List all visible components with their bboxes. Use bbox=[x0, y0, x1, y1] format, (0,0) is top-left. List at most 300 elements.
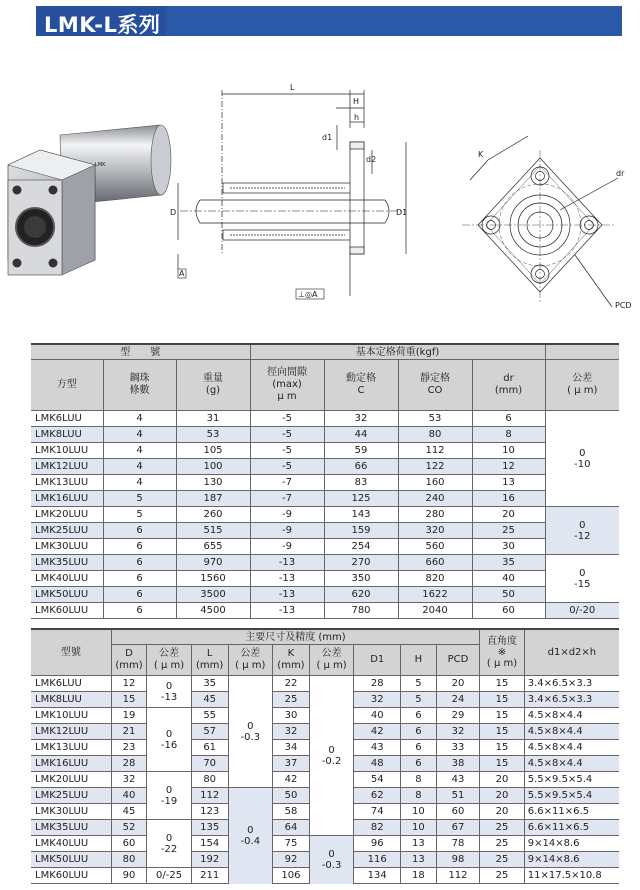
t2-cell-D: 45 bbox=[111, 804, 147, 820]
label-d1: d1 bbox=[322, 133, 333, 142]
t1-h-model: 方型 bbox=[31, 360, 103, 411]
t2-cell-H: 10 bbox=[401, 804, 437, 820]
t1-cell-weight: 31 bbox=[176, 411, 250, 427]
t2-h-perp: 直角度 ※ ( μ m) bbox=[480, 629, 525, 676]
t1-cell-clearance: -13 bbox=[250, 587, 324, 603]
t2-cell-H: 6 bbox=[401, 708, 437, 724]
t2-cell-H: 8 bbox=[401, 772, 437, 788]
t2-cell-tol-D-lower: -22 bbox=[160, 843, 178, 855]
t1-h-dynamic: 動定格 C bbox=[324, 360, 398, 411]
label-dr: dr bbox=[616, 169, 625, 178]
t1-row bbox=[31, 523, 619, 539]
t1-cell-model: LMK20LUU bbox=[31, 507, 103, 523]
t2-cell-PCD: 24 bbox=[436, 692, 480, 708]
t1-cell-dynamic: 83 bbox=[324, 475, 398, 491]
t2-cell-D1: 96 bbox=[354, 836, 401, 852]
t1-cell-dr: 8 bbox=[472, 427, 545, 443]
t1-cell-balls: 5 bbox=[103, 491, 176, 507]
t1-row bbox=[31, 427, 619, 443]
t2-cell-model: LMK10LUU bbox=[31, 708, 111, 724]
t2-cell-tol-K-lower: -0.2 bbox=[321, 755, 342, 767]
t2-cell-PCD: 98 bbox=[436, 852, 480, 868]
t1-cell-dynamic: 780 bbox=[324, 603, 398, 619]
t2-cell-D1: 42 bbox=[354, 724, 401, 740]
t1-cell-balls: 4 bbox=[103, 443, 176, 459]
t2-cell-holes: 6.6×11×6.5 bbox=[524, 820, 619, 836]
t2-cell-holes: 9×14×8.6 bbox=[524, 836, 619, 852]
label-K: K bbox=[478, 150, 484, 159]
t1-cell-static: 820 bbox=[398, 571, 472, 587]
t1-cell-static: 280 bbox=[398, 507, 472, 523]
t1-cell-static: 53 bbox=[398, 411, 472, 427]
t2-cell-model: LMK30LUU bbox=[31, 804, 111, 820]
t2-cell-K: 22 bbox=[273, 676, 310, 692]
t2-cell-L: 35 bbox=[191, 676, 228, 692]
t2-cell-H: 5 bbox=[401, 692, 437, 708]
product-drawings bbox=[0, 70, 640, 310]
t2-h-holes: d1×d2×h bbox=[524, 629, 619, 676]
t2-cell-K: 34 bbox=[273, 740, 310, 756]
t2-cell-PCD: 43 bbox=[436, 772, 480, 788]
t2-cell-tol-L bbox=[228, 788, 273, 884]
t2-cell-tol-L-upper: 0 bbox=[247, 720, 254, 732]
t1-cell-static: 560 bbox=[398, 539, 472, 555]
t2-h-D: D (mm) bbox=[111, 645, 147, 676]
label-datum: ⊥◎A bbox=[298, 290, 318, 299]
t1-cell-dr: 13 bbox=[472, 475, 545, 491]
t2-cell-H: 10 bbox=[401, 820, 437, 836]
t2-cell-D: 15 bbox=[111, 692, 147, 708]
t2-cell-D: 80 bbox=[111, 852, 147, 868]
t2-cell-D: 23 bbox=[111, 740, 147, 756]
t2-cell-K: 64 bbox=[273, 820, 310, 836]
t1-cell-dr: 16 bbox=[472, 491, 545, 507]
t1-cell-clearance: -5 bbox=[250, 459, 324, 475]
t1-cell-weight: 3500 bbox=[176, 587, 250, 603]
t2-cell-holes: 9×14×8.6 bbox=[524, 852, 619, 868]
t1-cell-tolerance-lower: -15 bbox=[574, 578, 591, 590]
t1-cell-dynamic: 44 bbox=[324, 427, 398, 443]
t2-cell-K: 75 bbox=[273, 836, 310, 852]
t2-cell-tol-D-lower: 0/-25 bbox=[156, 870, 183, 881]
t2-cell-D1: 43 bbox=[354, 740, 401, 756]
t2-cell-tol-K-lower: -0.3 bbox=[321, 859, 342, 871]
t2-cell-tol-L-upper: 0 bbox=[247, 824, 254, 836]
t1-row bbox=[31, 555, 619, 571]
t1-cell-dynamic: 254 bbox=[324, 539, 398, 555]
t1-cell-model: LMK35LUU bbox=[31, 555, 103, 571]
t1-row bbox=[31, 603, 619, 619]
t1-cell-weight: 515 bbox=[176, 523, 250, 539]
t1-cell-balls: 6 bbox=[103, 603, 176, 619]
t2-cell-L: 123 bbox=[191, 804, 228, 820]
t1-cell-tolerance-lower: -10 bbox=[574, 458, 591, 470]
t1-cell-balls: 6 bbox=[103, 587, 176, 603]
t1-h-weight: 重量 (g) bbox=[176, 360, 250, 411]
t1-cell-tolerance bbox=[545, 603, 619, 619]
t2-cell-L: 192 bbox=[191, 852, 228, 868]
t2-cell-L: 80 bbox=[191, 772, 228, 788]
t2-cell-PCD: 29 bbox=[436, 708, 480, 724]
t2-cell-holes: 4.5×8×4.4 bbox=[524, 756, 619, 772]
t1-cell-dr: 20 bbox=[472, 507, 545, 523]
t1-cell-clearance: -5 bbox=[250, 427, 324, 443]
t2-cell-L: 45 bbox=[191, 692, 228, 708]
t2-cell-K: 30 bbox=[273, 708, 310, 724]
t2-cell-tol-L bbox=[228, 676, 273, 788]
t2-cell-K: 106 bbox=[273, 868, 310, 884]
label-D: D bbox=[170, 208, 177, 217]
t1-cell-dr: 25 bbox=[472, 523, 545, 539]
t1-cell-balls: 5 bbox=[103, 507, 176, 523]
t1-cell-static: 1622 bbox=[398, 587, 472, 603]
t2-cell-D: 90 bbox=[111, 868, 147, 884]
t1-cell-dr: 35 bbox=[472, 555, 545, 571]
t2-cell-PCD: 20 bbox=[436, 676, 480, 692]
t1-cell-clearance: -9 bbox=[250, 539, 324, 555]
t2-cell-tol-D bbox=[147, 820, 192, 868]
t2-cell-tol-D bbox=[147, 772, 192, 820]
t1-cell-weight: 105 bbox=[176, 443, 250, 459]
product-3d-image bbox=[8, 125, 171, 275]
t2-cell-PCD: 112 bbox=[436, 868, 480, 884]
front-view bbox=[462, 136, 618, 307]
t2-cell-D1: 40 bbox=[354, 708, 401, 724]
t2-cell-PCD: 51 bbox=[436, 788, 480, 804]
t1-cell-tolerance-lower: 0/-20 bbox=[569, 605, 596, 616]
t2-cell-H: 6 bbox=[401, 756, 437, 772]
t1-cell-model: LMK60LUU bbox=[31, 603, 103, 619]
t1-row bbox=[31, 587, 619, 603]
t2-cell-perpendicularity: 15 bbox=[480, 676, 525, 692]
t1-cell-weight: 100 bbox=[176, 459, 250, 475]
t1-group-model: 型 號 bbox=[31, 344, 250, 360]
t1-cell-tolerance-upper: 0 bbox=[579, 447, 586, 459]
t2-h-model: 型號 bbox=[31, 629, 111, 676]
t1-cell-clearance: -5 bbox=[250, 411, 324, 427]
t1-cell-static: 660 bbox=[398, 555, 472, 571]
t1-h-tol: 公差 ( μ m) bbox=[545, 360, 619, 411]
t1-cell-balls: 6 bbox=[103, 539, 176, 555]
t2-cell-K: 92 bbox=[273, 852, 310, 868]
t2-cell-tol-D bbox=[147, 676, 192, 708]
t2-cell-model: LMK12LUU bbox=[31, 724, 111, 740]
t1-cell-weight: 4500 bbox=[176, 603, 250, 619]
t1-cell-model: LMK6LUU bbox=[31, 411, 103, 427]
t2-cell-holes: 4.5×8×4.4 bbox=[524, 708, 619, 724]
t2-cell-K: 42 bbox=[273, 772, 310, 788]
t1-cell-tolerance bbox=[545, 411, 619, 507]
t2-cell-L: 112 bbox=[191, 788, 228, 804]
t1-cell-tolerance-lower: -12 bbox=[574, 530, 591, 542]
t1-cell-clearance: -13 bbox=[250, 571, 324, 587]
t2-cell-model: LMK20LUU bbox=[31, 772, 111, 788]
load-rating-table bbox=[31, 343, 619, 619]
t2-cell-perpendicularity: 20 bbox=[480, 804, 525, 820]
t2-h-PCD: PCD bbox=[436, 645, 480, 676]
t2-cell-tol-D-lower: -13 bbox=[160, 691, 178, 703]
t2-cell-perpendicularity: 25 bbox=[480, 852, 525, 868]
t2-row bbox=[31, 836, 619, 852]
t2-cell-tol-D-lower: -19 bbox=[160, 795, 178, 807]
t1-h-clearance: 徑向間隙 (max) μ m bbox=[250, 360, 324, 411]
label-H: H bbox=[353, 97, 360, 106]
t2-cell-perpendicularity: 15 bbox=[480, 756, 525, 772]
t2-cell-perpendicularity: 25 bbox=[480, 836, 525, 852]
svg-text:LMK: LMK bbox=[95, 162, 106, 168]
t2-cell-H: 8 bbox=[401, 788, 437, 804]
t1-cell-weight: 187 bbox=[176, 491, 250, 507]
t1-cell-static: 2040 bbox=[398, 603, 472, 619]
t1-row bbox=[31, 507, 619, 523]
t2-cell-tol-K bbox=[309, 676, 354, 836]
t1-cell-balls: 4 bbox=[103, 475, 176, 491]
t1-row bbox=[31, 411, 619, 427]
t1-cell-static: 160 bbox=[398, 475, 472, 491]
t1-cell-clearance: -5 bbox=[250, 443, 324, 459]
t2-cell-PCD: 33 bbox=[436, 740, 480, 756]
t1-cell-clearance: -13 bbox=[250, 603, 324, 619]
t1-cell-tolerance-upper: 0 bbox=[579, 567, 586, 579]
t2-cell-tol-K bbox=[309, 836, 354, 884]
label-D1: D1 bbox=[396, 208, 408, 217]
t2-cell-L: 57 bbox=[191, 724, 228, 740]
t1-h-static: 靜定格 CO bbox=[398, 360, 472, 411]
t2-cell-L: 55 bbox=[191, 708, 228, 724]
t2-cell-H: 13 bbox=[401, 852, 437, 868]
t1-cell-dynamic: 59 bbox=[324, 443, 398, 459]
t1-row bbox=[31, 475, 619, 491]
t1-cell-dynamic: 125 bbox=[324, 491, 398, 507]
t1-row bbox=[31, 443, 619, 459]
t2-cell-D: 19 bbox=[111, 708, 147, 724]
t1-cell-dr: 10 bbox=[472, 443, 545, 459]
t2-cell-K: 37 bbox=[273, 756, 310, 772]
t2-cell-K: 58 bbox=[273, 804, 310, 820]
t2-cell-tol-K-upper: 0 bbox=[328, 744, 335, 756]
t2-cell-perpendicularity: 15 bbox=[480, 740, 525, 756]
t2-cell-tol-L-lower: -0.4 bbox=[240, 835, 261, 847]
t2-cell-K: 25 bbox=[273, 692, 310, 708]
dimension-table bbox=[31, 628, 619, 884]
t1-cell-balls: 4 bbox=[103, 427, 176, 443]
t2-cell-tol-D-upper: 0 bbox=[165, 784, 173, 796]
t2-cell-L: 61 bbox=[191, 740, 228, 756]
t2-cell-D: 60 bbox=[111, 836, 147, 852]
t2-cell-perpendicularity: 20 bbox=[480, 788, 525, 804]
t2-h-tolL: 公差 ( μ m) bbox=[228, 645, 273, 676]
t1-cell-model: LMK40LUU bbox=[31, 571, 103, 587]
t2-row bbox=[31, 676, 619, 692]
t2-cell-PCD: 78 bbox=[436, 836, 480, 852]
t1-cell-model: LMK16LUU bbox=[31, 491, 103, 507]
t1-row bbox=[31, 571, 619, 587]
t2-cell-D1: 32 bbox=[354, 692, 401, 708]
t2-cell-tol-D-upper: 0 bbox=[165, 728, 173, 740]
t2-cell-H: 18 bbox=[401, 868, 437, 884]
t1-cell-balls: 4 bbox=[103, 459, 176, 475]
t1-cell-dynamic: 270 bbox=[324, 555, 398, 571]
label-h: h bbox=[354, 113, 360, 122]
t2-cell-H: 13 bbox=[401, 836, 437, 852]
t2-cell-D1: 54 bbox=[354, 772, 401, 788]
t1-cell-model: LMK50LUU bbox=[31, 587, 103, 603]
t1-cell-clearance: -7 bbox=[250, 475, 324, 491]
t2-body bbox=[31, 676, 619, 884]
t1-cell-dr: 40 bbox=[472, 571, 545, 587]
label-d2: d2 bbox=[366, 155, 377, 164]
t2-cell-holes: 4.5×8×4.4 bbox=[524, 740, 619, 756]
t1-cell-weight: 53 bbox=[176, 427, 250, 443]
t2-cell-tol-D bbox=[147, 708, 192, 772]
t2-cell-model: LMK16LUU bbox=[31, 756, 111, 772]
t2-cell-D: 52 bbox=[111, 820, 147, 836]
t2-cell-tol-D bbox=[147, 868, 192, 884]
t2-cell-model: LMK60LUU bbox=[31, 868, 111, 884]
label-L: L bbox=[290, 83, 295, 92]
t2-cell-D1: 62 bbox=[354, 788, 401, 804]
t2-cell-H: 6 bbox=[401, 724, 437, 740]
t1-cell-tolerance-upper: 0 bbox=[579, 519, 586, 531]
t1-cell-dr: 50 bbox=[472, 587, 545, 603]
t1-cell-dr: 60 bbox=[472, 603, 545, 619]
t1-cell-model: LMK10LUU bbox=[31, 443, 103, 459]
page-title: LMK-L系列 bbox=[44, 13, 161, 37]
t1-cell-dr: 30 bbox=[472, 539, 545, 555]
t1-cell-static: 80 bbox=[398, 427, 472, 443]
t2-cell-perpendicularity: 15 bbox=[480, 708, 525, 724]
t2-cell-perpendicularity: 20 bbox=[480, 772, 525, 788]
label-A: A bbox=[179, 269, 185, 278]
t2-cell-holes: 3.4×6.5×3.3 bbox=[524, 676, 619, 692]
t1-cell-dynamic: 350 bbox=[324, 571, 398, 587]
t1-cell-dr: 6 bbox=[472, 411, 545, 427]
t1-cell-clearance: -7 bbox=[250, 491, 324, 507]
t2-cell-D: 32 bbox=[111, 772, 147, 788]
t2-cell-model: LMK25LUU bbox=[31, 788, 111, 804]
t1-h-dr: dr (mm) bbox=[472, 360, 545, 411]
t2-cell-D: 28 bbox=[111, 756, 147, 772]
t2-h-H: H bbox=[401, 645, 437, 676]
t1-row bbox=[31, 459, 619, 475]
t1-cell-dynamic: 32 bbox=[324, 411, 398, 427]
t2-cell-holes: 3.4×6.5×3.3 bbox=[524, 692, 619, 708]
t1-cell-dynamic: 66 bbox=[324, 459, 398, 475]
t2-cell-L: 211 bbox=[191, 868, 228, 884]
t2-cell-PCD: 67 bbox=[436, 820, 480, 836]
t1-cell-dynamic: 159 bbox=[324, 523, 398, 539]
t1-cell-model: LMK12LUU bbox=[31, 459, 103, 475]
t2-group-main: 主要尺寸及精度 (mm) bbox=[111, 629, 480, 645]
t1-cell-weight: 130 bbox=[176, 475, 250, 491]
t2-cell-L: 154 bbox=[191, 836, 228, 852]
t2-cell-K: 50 bbox=[273, 788, 310, 804]
t2-cell-tol-D-upper: 0 bbox=[165, 680, 173, 692]
t2-cell-D: 40 bbox=[111, 788, 147, 804]
label-PCD: PCD bbox=[615, 301, 632, 310]
t2-cell-PCD: 38 bbox=[436, 756, 480, 772]
t2-cell-H: 5 bbox=[401, 676, 437, 692]
t1-cell-weight: 655 bbox=[176, 539, 250, 555]
t1-cell-model: LMK30LUU bbox=[31, 539, 103, 555]
t1-cell-balls: 6 bbox=[103, 571, 176, 587]
t2-cell-perpendicularity: 25 bbox=[480, 820, 525, 836]
t1-group-load: 基本定格荷重(kgf) bbox=[250, 344, 545, 360]
t1-row bbox=[31, 491, 619, 507]
t1-cell-balls: 6 bbox=[103, 523, 176, 539]
t2-cell-perpendicularity: 25 bbox=[480, 868, 525, 884]
t2-cell-D: 21 bbox=[111, 724, 147, 740]
t1-cell-tolerance bbox=[545, 507, 619, 555]
t2-cell-D: 12 bbox=[111, 676, 147, 692]
t1-h-balls: 鋼珠 條數 bbox=[103, 360, 176, 411]
t2-cell-tol-K-upper: 0 bbox=[328, 848, 335, 860]
t2-cell-holes: 5.5×9.5×5.4 bbox=[524, 788, 619, 804]
t2-h-tolD: 公差 ( μ m) bbox=[147, 645, 192, 676]
t2-h-L: L (mm) bbox=[191, 645, 228, 676]
t2-cell-D1: 116 bbox=[354, 852, 401, 868]
t1-cell-tolerance bbox=[545, 555, 619, 603]
t2-cell-model: LMK50LUU bbox=[31, 852, 111, 868]
t2-cell-D1: 74 bbox=[354, 804, 401, 820]
t1-cell-clearance: -9 bbox=[250, 507, 324, 523]
t1-cell-clearance: -9 bbox=[250, 523, 324, 539]
t2-cell-L: 70 bbox=[191, 756, 228, 772]
t1-cell-dynamic: 143 bbox=[324, 507, 398, 523]
t2-h-D1: D1 bbox=[354, 645, 401, 676]
side-section-view bbox=[178, 90, 406, 296]
t1-body bbox=[31, 411, 619, 619]
t2-h-tolK: 公差 ( μ m) bbox=[309, 645, 354, 676]
t2-cell-holes: 5.5×9.5×5.4 bbox=[524, 772, 619, 788]
t1-cell-model: LMK8LUU bbox=[31, 427, 103, 443]
t2-cell-D1: 134 bbox=[354, 868, 401, 884]
t2-cell-holes: 6.6×11×6.5 bbox=[524, 804, 619, 820]
t1-cell-static: 320 bbox=[398, 523, 472, 539]
t1-cell-balls: 6 bbox=[103, 555, 176, 571]
t2-cell-PCD: 60 bbox=[436, 804, 480, 820]
t2-cell-K: 32 bbox=[273, 724, 310, 740]
t2-cell-holes: 11×17.5×10.8 bbox=[524, 868, 619, 884]
t2-cell-model: LMK8LUU bbox=[31, 692, 111, 708]
t2-cell-tol-D-upper: 0 bbox=[165, 832, 173, 844]
t2-cell-D1: 82 bbox=[354, 820, 401, 836]
t1-row bbox=[31, 539, 619, 555]
t2-cell-holes: 4.5×8×4.4 bbox=[524, 724, 619, 740]
title-banner bbox=[36, 6, 622, 36]
t2-cell-perpendicularity: 15 bbox=[480, 692, 525, 708]
t1-cell-weight: 1560 bbox=[176, 571, 250, 587]
t1-cell-dynamic: 620 bbox=[324, 587, 398, 603]
t1-cell-static: 122 bbox=[398, 459, 472, 475]
t1-cell-model: LMK13LUU bbox=[31, 475, 103, 491]
t2-cell-perpendicularity: 15 bbox=[480, 724, 525, 740]
t1-cell-weight: 260 bbox=[176, 507, 250, 523]
t1-cell-static: 240 bbox=[398, 491, 472, 507]
t1-cell-model: LMK25LUU bbox=[31, 523, 103, 539]
t2-cell-model: LMK6LUU bbox=[31, 676, 111, 692]
t1-cell-weight: 970 bbox=[176, 555, 250, 571]
t2-cell-H: 6 bbox=[401, 740, 437, 756]
drawing-svg bbox=[0, 70, 640, 310]
t2-cell-D1: 48 bbox=[354, 756, 401, 772]
t2-h-K: K (mm) bbox=[273, 645, 310, 676]
t2-cell-D1: 28 bbox=[354, 676, 401, 692]
t1-cell-dr: 12 bbox=[472, 459, 545, 475]
t1-cell-static: 112 bbox=[398, 443, 472, 459]
t2-cell-tol-D-lower: -16 bbox=[160, 739, 178, 751]
t2-cell-PCD: 32 bbox=[436, 724, 480, 740]
